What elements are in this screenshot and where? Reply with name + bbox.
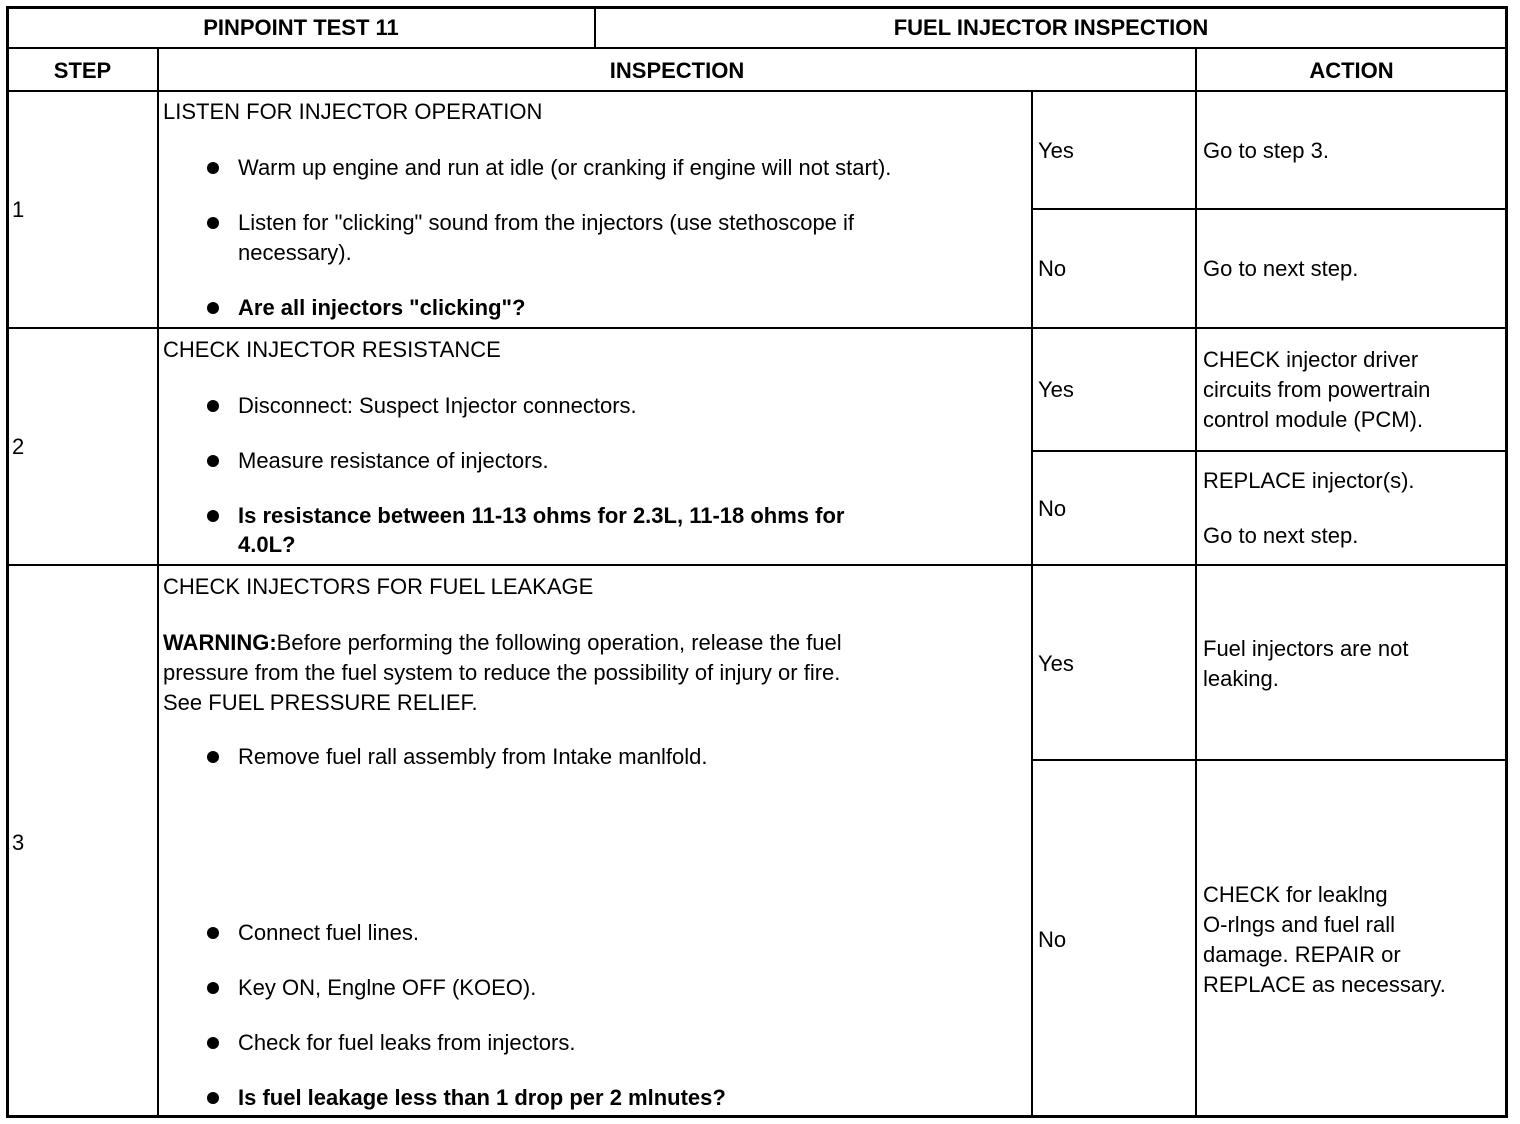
warning-text (163, 628, 842, 658)
inspection-item: Listen for "clicking" sound from the injectors (use stethoscope if (238, 210, 855, 235)
bullet-icon (207, 302, 219, 314)
inspection-question: Is resistance between 11-13 ohms for 2.3L, 11-18 ohms for (238, 503, 845, 528)
yes-action: Fuel injectors are not (1203, 636, 1409, 661)
bullet-icon (207, 217, 219, 229)
no-label: No (1038, 256, 1067, 281)
yes-action: control module (PCM). (1203, 407, 1424, 432)
grid-line (1031, 450, 1508, 452)
bullet-icon (207, 927, 219, 939)
grid-line (1195, 47, 1197, 1118)
inspection-item: Check for fuel leaks from injectors. (238, 1030, 576, 1055)
yes-action: Go to step 3. (1203, 138, 1329, 163)
bullet-icon (207, 162, 219, 174)
grid-line (157, 47, 159, 1118)
yes-label: Yes (1038, 377, 1074, 402)
no-action: CHECK for leaklng (1203, 882, 1388, 907)
no-action: REPLACE as necessary. (1203, 972, 1446, 997)
no-action: O-rlngs and fuel rall (1203, 912, 1395, 937)
warning-line: pressure from the fuel system to reduce the possibility of injury or fire. (163, 660, 841, 685)
yes-action: circuits from powertrain (1203, 377, 1431, 402)
inspection-item: Key ON, Englne OFF (KOEO). (238, 975, 537, 1000)
no-action: REPLACE injector(s). (1203, 468, 1415, 493)
col-header-inspection: INSPECTION (609, 58, 745, 83)
yes-label: Yes (1038, 138, 1074, 163)
inspection-item: Remove fuel rall assembly from Intake manlfold. (238, 744, 708, 769)
inspection-question: Are all injectors "clicking"? (238, 295, 526, 320)
inspection-item: Warm up engine and run at idle (or cranking if engine will not start). (238, 155, 892, 180)
no-label: No (1038, 927, 1067, 952)
bullet-icon (207, 400, 219, 412)
warning-line: See FUEL PRESSURE RELIEF. (163, 690, 478, 715)
step-number: 2 (12, 434, 25, 459)
no-action: damage. REPAIR or (1203, 942, 1401, 967)
warning-label: WARNING: (163, 630, 277, 655)
test-title: PINPOINT TEST 11 (203, 15, 399, 40)
bullet-icon (207, 455, 219, 467)
inspection-item: Measure resistance of injectors. (238, 448, 549, 473)
bullet-icon (207, 510, 219, 522)
inspection-question: Is fuel leakage less than 1 drop per 2 mlnutes? (238, 1085, 726, 1110)
bullet-icon (207, 1092, 219, 1104)
bullet-icon (207, 982, 219, 994)
yes-label: Yes (1038, 651, 1074, 676)
step-number: 3 (12, 830, 25, 855)
yes-action: leaking. (1203, 666, 1279, 691)
grid-line (1031, 90, 1033, 1118)
inspection-question: 4.0L? (238, 532, 296, 557)
grid-line (1031, 759, 1508, 761)
inspection-item: Connect fuel lines. (238, 920, 419, 945)
bullet-icon (207, 1037, 219, 1049)
col-header-step: STEP (53, 58, 112, 83)
no-action: Go to next step. (1203, 256, 1359, 281)
step-number: 1 (12, 197, 25, 222)
warning-line: Before performing the following operation, release the fuel (276, 630, 842, 655)
step-title: CHECK INJECTOR RESISTANCE (163, 337, 501, 362)
yes-action: CHECK injector driver (1203, 347, 1419, 372)
inspection-item: necessary). (238, 240, 352, 265)
grid-line (1031, 208, 1508, 210)
grid-line (6, 47, 1508, 49)
grid-line (6, 564, 1508, 566)
step-title: LISTEN FOR INJECTOR OPERATION (163, 99, 543, 124)
test-name: FUEL INJECTOR INSPECTION (893, 15, 1209, 40)
col-header-action: ACTION (1309, 58, 1394, 83)
grid-line (6, 90, 1508, 92)
inspection-item: Disconnect: Suspect Injector connectors. (238, 393, 637, 418)
step-title: CHECK INJECTORS FOR FUEL LEAKAGE (163, 574, 594, 599)
grid-line (6, 327, 1508, 329)
no-label: No (1038, 496, 1067, 521)
bullet-icon (207, 751, 219, 763)
no-action: Go to next step. (1203, 523, 1359, 548)
